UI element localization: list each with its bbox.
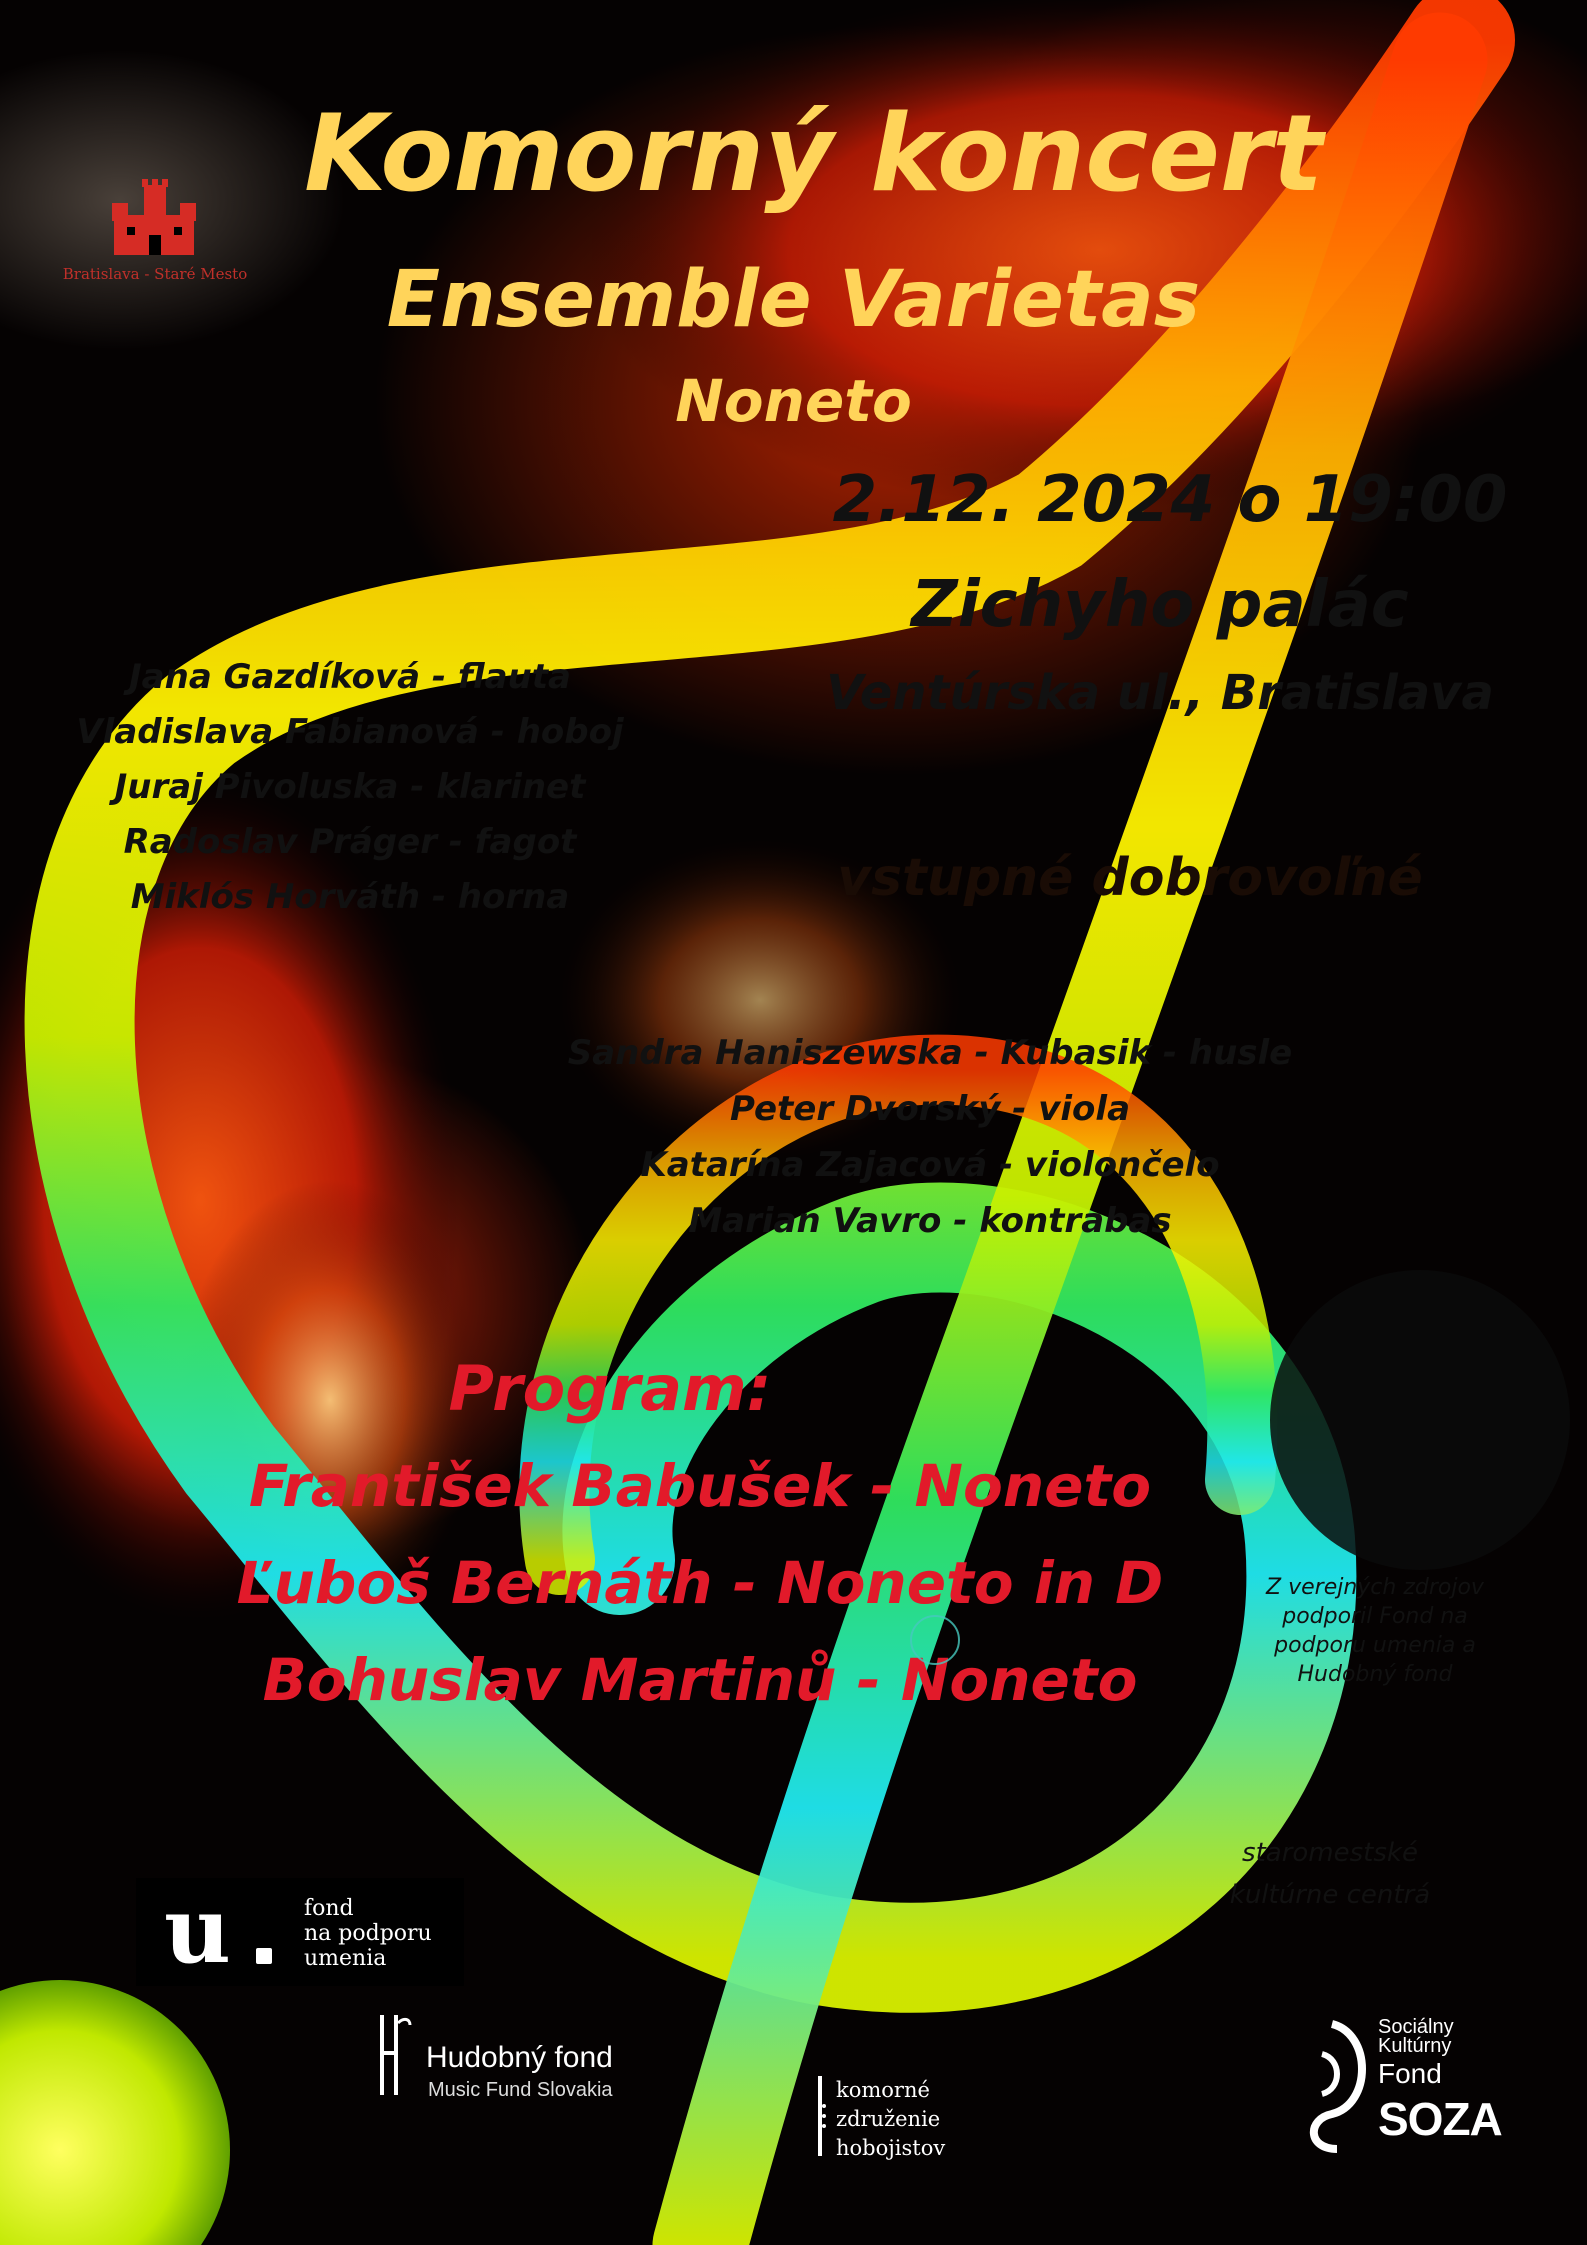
kzh-logo-text: komorné združenie hobojistov [836,2078,946,2160]
concert-title: Komorný koncert [304,92,1323,215]
oboe-icon [810,2076,830,2156]
hf-logo-name: Hudobný fond [426,2041,613,2074]
wind-performers-list [60,650,640,925]
event-datetime: 2.12. 2024 o 19:00 [832,463,1508,537]
performer-item: Sandra Haniszewska - Kubasik - husle [567,1033,1293,1073]
hf-mark-icon [378,2013,412,2097]
string-performers-list [560,1025,1300,1249]
fpu-dot-icon [256,1948,272,1964]
soza-logo [1292,2008,1502,2153]
fpu-logo [136,1878,464,1986]
performer-item: Peter Dvorský - viola [729,1089,1131,1129]
dark-orb-shape [1270,1270,1570,1570]
performer-item: Vladislava Fabianová - hoboj [76,712,624,752]
performer-item: Radoslav Práger - fagot [123,822,577,862]
program-list [200,1438,1200,1729]
performer-item: Miklós Horváth - horna [130,877,570,917]
event-address: Ventúrska ul., Bratislava [826,665,1494,721]
funding-note: Z verejných zdrojov podporil Fond na podporu umenia a Hudobný fond [1266,1575,1484,1687]
soza-logo-subtitle: Sociálny Kultúrny [1378,2016,1454,2057]
soza-logo-name: SOZA [1378,2093,1502,2145]
cursor-ring-icon [910,1615,960,1665]
castle-logo-caption: Bratislava - Staré Mesto [62,265,248,283]
program-item: Ľuboš Bernáth - Noneto in D [236,1549,1164,1617]
hudobny-fond-logo [374,2005,634,2105]
organizer-note: staromestské kultúrne centrá [1229,1838,1431,1910]
program-section [200,1340,1200,1729]
hf-logo-subtitle: Music Fund Slovakia [428,2079,613,2101]
ensemble-name: Ensemble Varietas [386,255,1201,345]
performer-item: Jana Gazdíková - flauta [129,657,571,697]
performer-item: Katarína Zajacová - violončelo [640,1145,1220,1185]
yellow-ball-shape [0,1980,230,2245]
performer-item: Marian Vavro - kontrabas [688,1201,1172,1241]
kzh-logo [800,2068,1000,2168]
ensemble-format: Noneto [675,367,912,435]
soza-logo-fond: Fond [1378,2058,1442,2089]
program-item: František Babušek - Noneto [248,1452,1152,1520]
event-venue: Zichyho palác [911,568,1409,642]
program-heading: Program: [448,1352,772,1425]
fpu-logo-text: fond na podporu umenia [304,1896,432,1971]
fpu-u-icon: u [164,1876,231,1984]
program-item: Bohuslav Martinů - Noneto [262,1646,1138,1714]
admission-note: vstupné dobrovoľné [837,848,1423,908]
soza-mark-icon [1302,2014,1382,2154]
performer-item: Juraj Pivoluska - klarinet [114,767,586,807]
